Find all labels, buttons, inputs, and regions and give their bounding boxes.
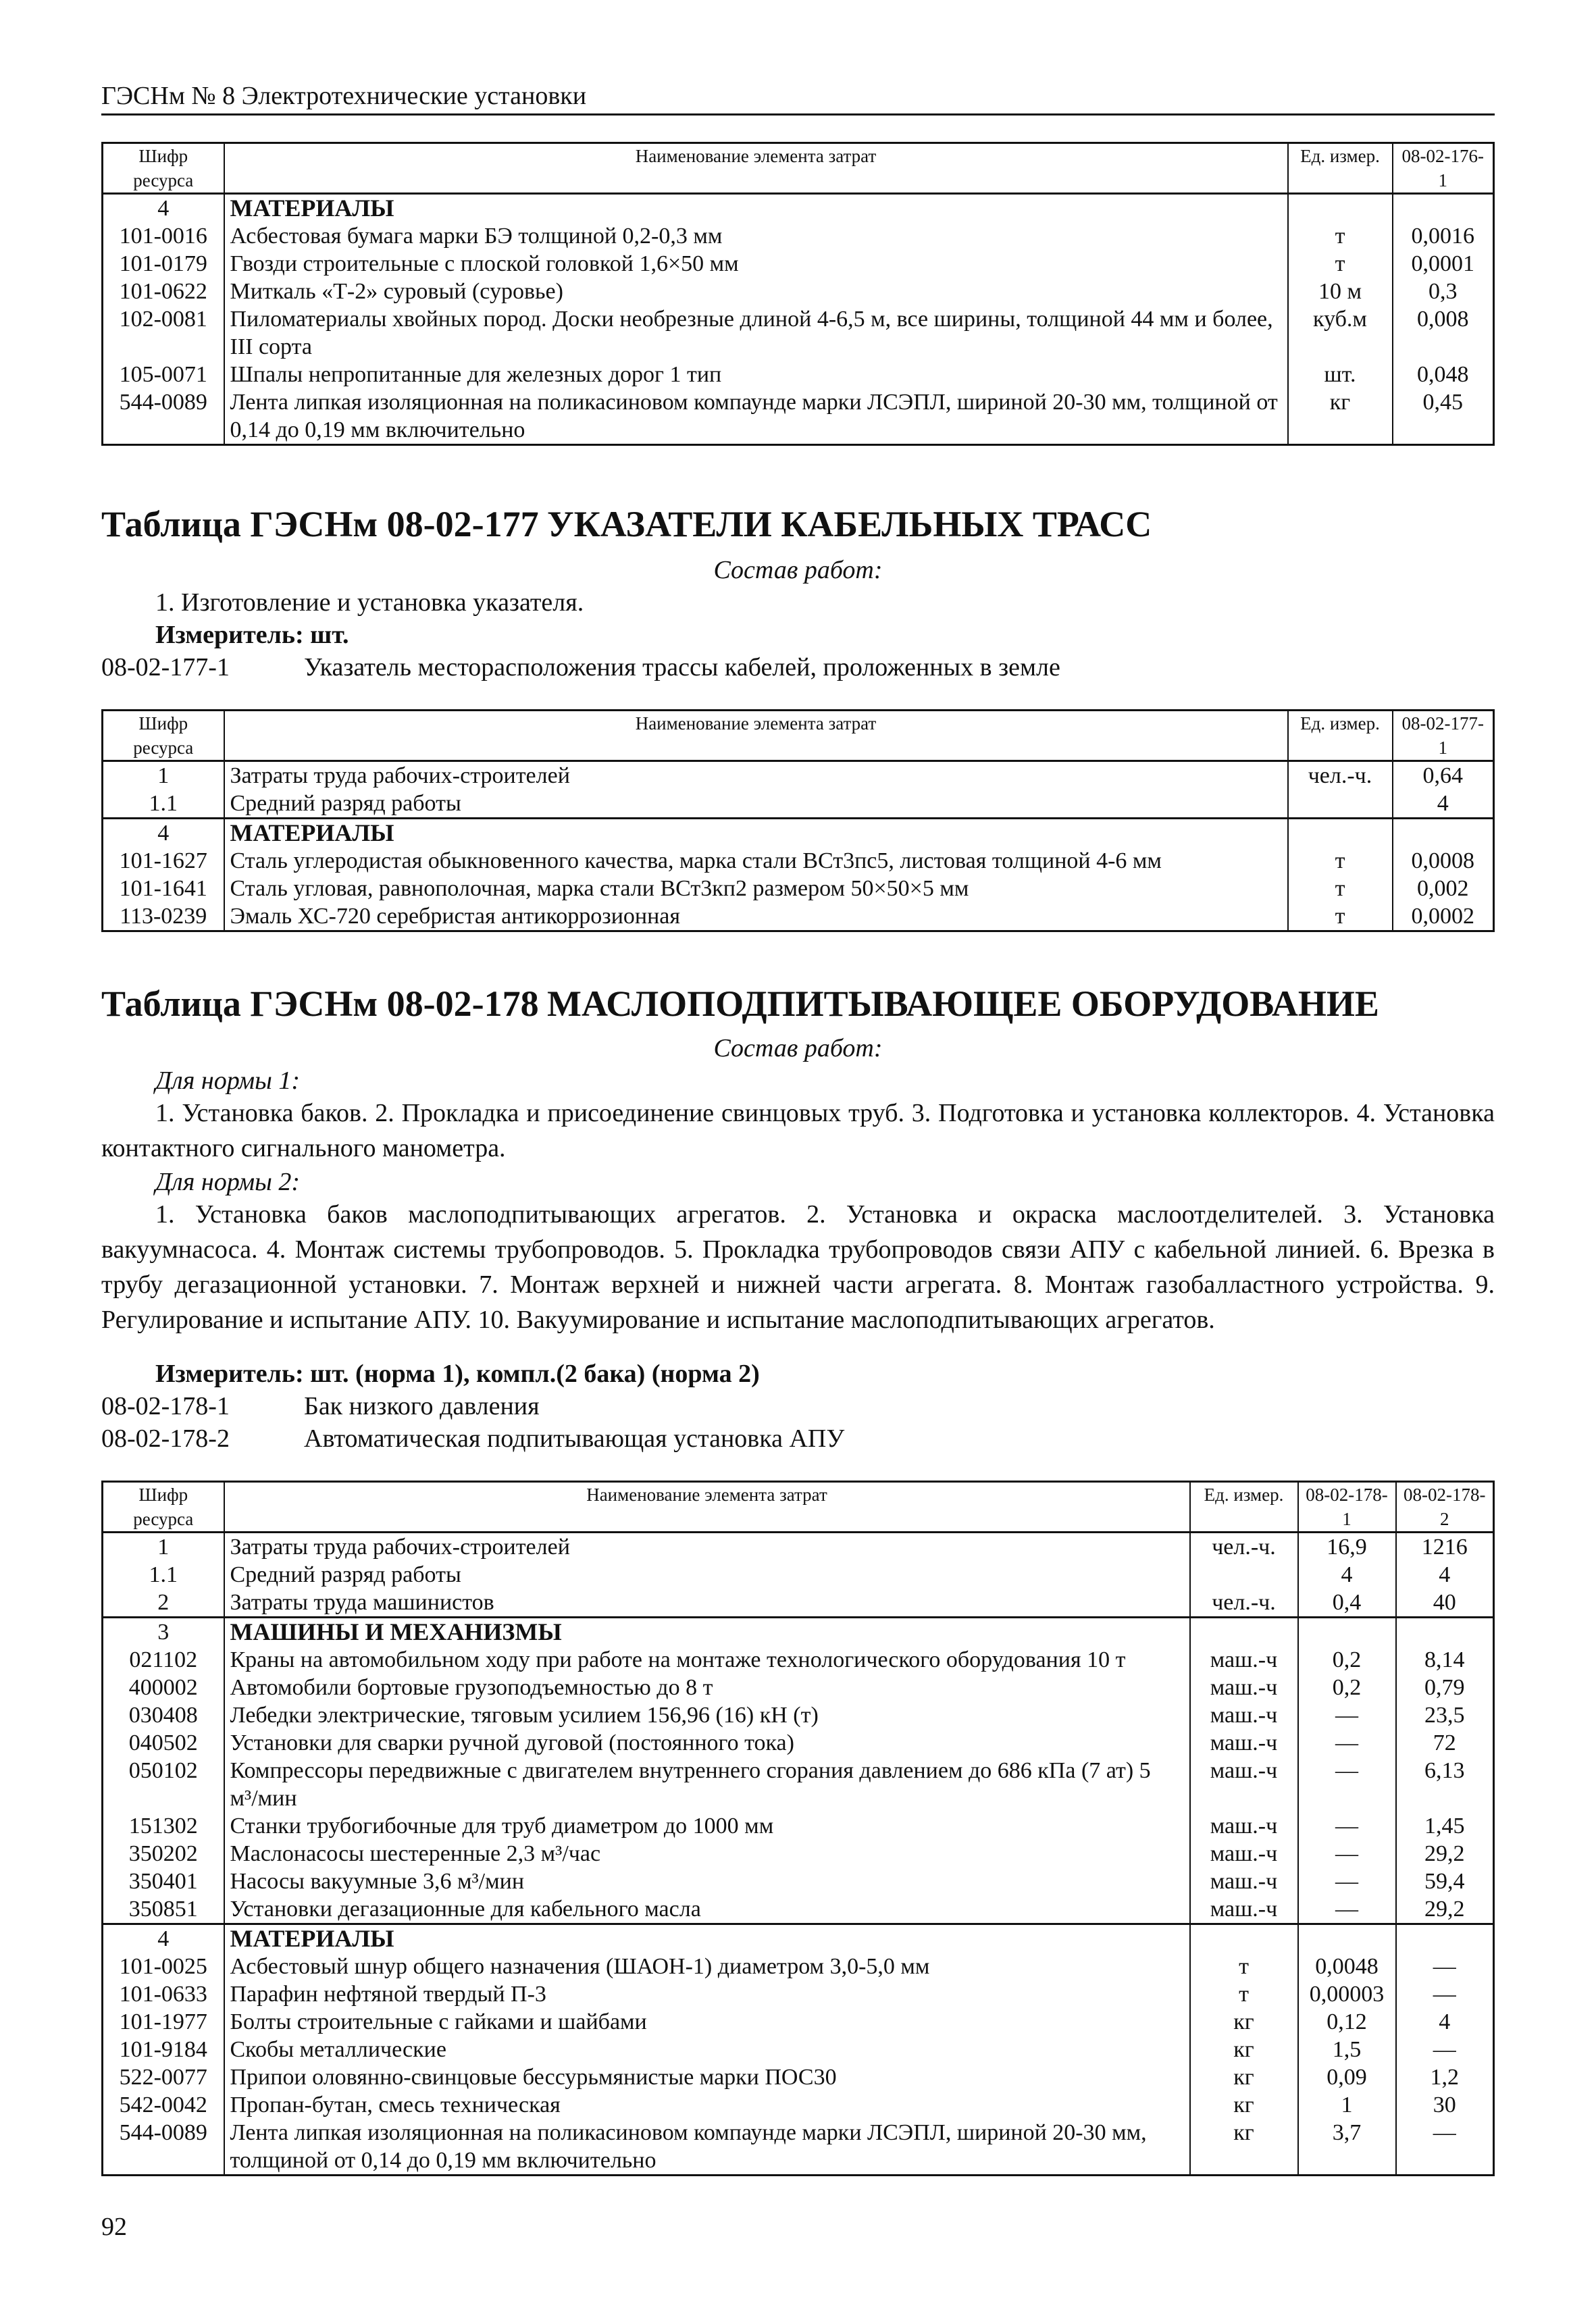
resource-name: Сталь углеродистая обыкновенного качества, марка стали ВСт3пс5, листовая толщиной 4-6 мм <box>224 847 1288 875</box>
value-cell: 59,4 <box>1396 1868 1494 1895</box>
norm1-text: 1. Установка баков. 2. Прокладка и присоединение свинцовых труб. 3. Подготовка и установка коллекторов. 4. Установка контактного сигнального манометра. <box>101 1099 1495 1162</box>
resource-code: 542-0042 <box>103 2091 224 2119</box>
section-row <box>103 194 1494 223</box>
col-unit-header: Ед. измер. <box>1190 1482 1298 1533</box>
norm2-text: 1. Установка баков маслоподпитывающих агрегатов. 2. Установка и окраска маслоотделителей. 3. Установка вакуумнасоса. 4. Монтаж системы трубопроводов. 5. Прокладка трубопроводов связи АПУ с кабельной линией. 6. Врезка в трубу дегазационной установки. 7. Монтаж верхней и нижней части агрегата. 8. Монтаж газобалластного устройства. 9. Регулирование и испытание АПУ. 10. Вакуумирование и испытание маслоподпитывающих агрегатов. <box>101 1200 1495 1334</box>
norm2-name: Автоматическая подпитывающая установка АПУ <box>304 1424 845 1453</box>
unit-cell <box>1190 1561 1298 1589</box>
value-cell: 0,0008 <box>1393 847 1494 875</box>
unit-cell: куб.м <box>1288 305 1393 361</box>
unit-cell <box>1190 1618 1298 1647</box>
value-cell <box>1298 1924 1396 1953</box>
resource-name: Пропан-бутан, смесь техническая <box>224 2091 1190 2119</box>
table-row <box>103 1674 1494 1701</box>
unit-cell: т <box>1288 902 1393 931</box>
value-cell: 0,008 <box>1393 305 1494 361</box>
resource-code: 101-0025 <box>103 1953 224 1980</box>
col-name-header: Наименование элемента затрат <box>224 1482 1190 1533</box>
table-177-heading <box>101 503 1152 545</box>
col-code-header: Шифр ресурса <box>103 1482 224 1533</box>
resource-name: Сталь угловая, равнополочная, марка стали ВСт3кп2 размером 50×50×5 мм <box>224 875 1288 902</box>
resource-name: Шпалы непропитанные для железных дорог 1 тип <box>224 361 1288 388</box>
table-row <box>103 1895 1494 1924</box>
table-176 <box>101 142 1495 446</box>
unit-cell: маш.-ч <box>1190 1895 1298 1924</box>
resource-name: Лебедки электрические, тяговым усилием 156,96 (16) кН (т) <box>224 1701 1190 1729</box>
value-cell: 4 <box>1393 790 1494 819</box>
table-177-title: УКАЗАТЕЛИ КАБЕЛЬНЫХ ТРАСС <box>547 504 1152 544</box>
resource-name: Краны на автомобильном ходу при работе на монтаже технологического оборудования 10 т <box>224 1646 1190 1674</box>
resource-code: 050102 <box>103 1757 224 1812</box>
resource-name: Пиломатериалы хвойных пород. Доски необрезные длиной 4-6,5 м, все ширины, толщиной 44 мм и более, III сорта <box>224 305 1288 361</box>
table-row <box>103 2008 1494 2036</box>
resource-code: 350401 <box>103 1868 224 1895</box>
value-cell: 0,09 <box>1298 2063 1396 2091</box>
unit-cell: т <box>1288 250 1393 278</box>
resource-code: 030408 <box>103 1701 224 1729</box>
value-cell <box>1396 1618 1494 1647</box>
value-cell: 4 <box>1396 1561 1494 1589</box>
resource-name: Припои оловянно-свинцовые бессурьмянистые марки ПОС30 <box>224 2063 1190 2091</box>
page-header: ГЭСНм № 8 Электротехнические установки <box>101 81 1495 115</box>
resource-name: Затраты труда машинистов <box>224 1589 1190 1618</box>
unit-cell: маш.-ч <box>1190 1757 1298 1812</box>
norm1-label: Для нормы 1: <box>155 1066 301 1095</box>
unit-cell: т <box>1288 847 1393 875</box>
value-cell: — <box>1298 1701 1396 1729</box>
value-cell: 29,2 <box>1396 1895 1494 1924</box>
resource-name: Установки дегазационные для кабельного масла <box>224 1895 1190 1924</box>
unit-cell: чел.-ч. <box>1190 1589 1298 1618</box>
resource-code: 3 <box>103 1618 224 1647</box>
unit-cell: 10 м <box>1288 278 1393 305</box>
value-cell: 8,14 <box>1396 1646 1494 1674</box>
resource-name: Маслонасосы шестеренные 2,3 м³/час <box>224 1840 1190 1868</box>
unit-cell: маш.-ч <box>1190 1840 1298 1868</box>
col-name-header: Наименование элемента затрат <box>224 143 1288 194</box>
col-norm1-header: 08-02-178-1 <box>1298 1482 1396 1533</box>
value-cell: — <box>1298 1840 1396 1868</box>
unit-cell: маш.-ч <box>1190 1729 1298 1757</box>
resource-code: 101-0179 <box>103 250 224 278</box>
resource-name: Автомобили бортовые грузоподъемностью до 8 т <box>224 1674 1190 1701</box>
resource-code: 522-0077 <box>103 2063 224 2091</box>
table-row <box>103 1757 1494 1812</box>
value-cell: 0,64 <box>1393 761 1494 790</box>
table-177-label: Таблица ГЭСНм 08-02-177 <box>101 504 539 544</box>
norm2-line <box>101 1424 844 1454</box>
value-cell: — <box>1396 2036 1494 2063</box>
value-cell: — <box>1298 1757 1396 1812</box>
col-code-header: Шифр ресурса <box>103 143 224 194</box>
value-cell: 0,048 <box>1393 361 1494 388</box>
table-177-work: 1. Изготовление и установка указателя. <box>155 588 584 617</box>
table-row <box>103 1980 1494 2008</box>
value-cell <box>1298 1618 1396 1647</box>
table-row <box>103 1561 1494 1589</box>
unit-cell <box>1288 194 1393 223</box>
resource-code: 4 <box>103 1924 224 1953</box>
value-cell: 16,9 <box>1298 1533 1396 1562</box>
resource-code: 350851 <box>103 1895 224 1924</box>
table-row <box>103 1701 1494 1729</box>
value-cell <box>1393 194 1494 223</box>
unit-cell: т <box>1288 222 1393 250</box>
value-cell: — <box>1298 1812 1396 1840</box>
table-row <box>103 2119 1494 2176</box>
section-title: МАТЕРИАЛЫ <box>224 1924 1190 1953</box>
resource-name: Затраты труда рабочих-строителей <box>224 761 1288 790</box>
resource-code: 113-0239 <box>103 902 224 931</box>
resource-code: 1.1 <box>103 1561 224 1589</box>
resource-code: 1.1 <box>103 790 224 819</box>
table-row <box>103 222 1494 250</box>
section-row <box>103 819 1494 848</box>
resource-name: Лента липкая изоляционная на поликасиновом компаунде марки ЛСЭПЛ, шириной 20-30 мм, толщиной от 0,14 до 0,19 мм включительно <box>224 388 1288 445</box>
unit-cell: кг <box>1288 388 1393 445</box>
resource-code: 105-0071 <box>103 361 224 388</box>
section-title: МАШИНЫ И МЕХАНИЗМЫ <box>224 1618 1190 1647</box>
value-cell: 0,12 <box>1298 2008 1396 2036</box>
norm2-label: Для нормы 2: <box>155 1168 301 1196</box>
resource-code: 101-0622 <box>103 278 224 305</box>
value-cell: 0,0048 <box>1298 1953 1396 1980</box>
unit-cell: кг <box>1190 2119 1298 2176</box>
resource-name: Станки трубогибочные для труб диаметром до 1000 мм <box>224 1812 1190 1840</box>
value-cell: — <box>1298 1868 1396 1895</box>
resource-code: 400002 <box>103 1674 224 1701</box>
table-178-label: Таблица ГЭСНм 08-02-178 <box>101 983 539 1024</box>
section-title: МАТЕРИАЛЫ <box>224 819 1288 848</box>
resource-code: 544-0089 <box>103 2119 224 2176</box>
value-cell: 0,002 <box>1393 875 1494 902</box>
section-row <box>103 1924 1494 1953</box>
resource-name: Эмаль ХС-720 серебристая антикоррозионная <box>224 902 1288 931</box>
resource-code: 101-0633 <box>103 1980 224 2008</box>
table-row <box>103 1589 1494 1618</box>
table-row <box>103 278 1494 305</box>
table-177 <box>101 709 1495 932</box>
resource-code: 101-1641 <box>103 875 224 902</box>
resource-name: Асбестовый шнур общего назначения (ШАОН-1) диаметром 3,0-5,0 мм <box>224 1953 1190 1980</box>
table-row <box>103 2091 1494 2119</box>
value-cell: 1,5 <box>1298 2036 1396 2063</box>
unit-cell: маш.-ч <box>1190 1812 1298 1840</box>
resource-name: Миткаль «Т-2» суровый (суровье) <box>224 278 1288 305</box>
table-row <box>103 388 1494 445</box>
value-cell: 30 <box>1396 2091 1494 2119</box>
value-cell: 0,2 <box>1298 1646 1396 1674</box>
resource-name: Болты строительные с гайками и шайбами <box>224 2008 1190 2036</box>
unit-cell: кг <box>1190 2008 1298 2036</box>
unit-cell <box>1190 1924 1298 1953</box>
col-code-header: Шифр ресурса <box>103 711 224 761</box>
value-cell: 0,3 <box>1393 278 1494 305</box>
resource-code: 151302 <box>103 1812 224 1840</box>
resource-name: Гвозди строительные с плоской головкой 1,6×50 мм <box>224 250 1288 278</box>
value-cell: — <box>1396 1953 1494 1980</box>
resource-name: Скобы металлические <box>224 2036 1190 2063</box>
unit-cell: т <box>1190 1980 1298 2008</box>
value-cell: 0,2 <box>1298 1674 1396 1701</box>
table-row <box>103 1812 1494 1840</box>
table-row <box>103 1533 1494 1562</box>
norm1-name: Бак низкого давления <box>304 1392 540 1420</box>
value-cell: 0,79 <box>1396 1674 1494 1701</box>
table-row <box>103 1729 1494 1757</box>
table-row <box>103 2036 1494 2063</box>
resource-code: 4 <box>103 194 224 223</box>
resource-name: Средний разряд работы <box>224 790 1288 819</box>
unit-cell: шт. <box>1288 361 1393 388</box>
value-cell <box>1396 1924 1494 1953</box>
table-177-meter: Измеритель: шт. <box>155 621 349 649</box>
value-cell: — <box>1396 1980 1494 2008</box>
resource-code: 040502 <box>103 1729 224 1757</box>
table-row <box>103 902 1494 931</box>
value-cell: 4 <box>1396 2008 1494 2036</box>
unit-cell: кг <box>1190 2063 1298 2091</box>
unit-cell: т <box>1288 875 1393 902</box>
value-cell: 0,0001 <box>1393 250 1494 278</box>
value-cell: 1216 <box>1396 1533 1494 1562</box>
unit-cell: кг <box>1190 2091 1298 2119</box>
unit-cell: маш.-ч <box>1190 1674 1298 1701</box>
value-cell: 0,00003 <box>1298 1980 1396 2008</box>
norm1-code: 08-02-178-1 <box>101 1392 230 1420</box>
unit-cell: маш.-ч <box>1190 1701 1298 1729</box>
resource-code: 101-1977 <box>103 2008 224 2036</box>
unit-cell: т <box>1190 1953 1298 1980</box>
col-name-header: Наименование элемента затрат <box>224 711 1288 761</box>
value-cell <box>1393 819 1494 848</box>
value-cell: 3,7 <box>1298 2119 1396 2176</box>
resource-name: Установки для сварки ручной дуговой (постоянного тока) <box>224 1729 1190 1757</box>
norm1-line <box>101 1391 540 1421</box>
resource-code: 1 <box>103 761 224 790</box>
resource-name: Затраты труда рабочих-строителей <box>224 1533 1190 1562</box>
value-cell: 23,5 <box>1396 1701 1494 1729</box>
norm2-code: 08-02-178-2 <box>101 1424 230 1453</box>
table-row <box>103 790 1494 819</box>
norm-code: 08-02-177-1 <box>101 653 230 682</box>
resource-code: 350202 <box>103 1840 224 1868</box>
value-cell: — <box>1298 1895 1396 1924</box>
resource-code: 101-0016 <box>103 222 224 250</box>
value-cell: 0,0016 <box>1393 222 1494 250</box>
unit-cell <box>1288 790 1393 819</box>
value-cell: 4 <box>1298 1561 1396 1589</box>
col-unit-header: Ед. измер. <box>1288 711 1393 761</box>
table-row <box>103 1953 1494 1980</box>
value-cell: 1,45 <box>1396 1812 1494 1840</box>
table-row <box>103 761 1494 790</box>
table-178-sostav: Состав работ: <box>713 1034 883 1062</box>
value-cell: 72 <box>1396 1729 1494 1757</box>
value-cell: 29,2 <box>1396 1840 1494 1868</box>
resource-code: 101-9184 <box>103 2036 224 2063</box>
col-norm2-header: 08-02-178-2 <box>1396 1482 1494 1533</box>
resource-name: Средний разряд работы <box>224 1561 1190 1589</box>
table-row <box>103 1840 1494 1868</box>
table-row <box>103 1646 1494 1674</box>
resource-name: Парафин нефтяной твердый П-3 <box>224 1980 1190 2008</box>
value-cell: 1 <box>1298 2091 1396 2119</box>
value-cell: — <box>1396 2119 1494 2176</box>
table-row <box>103 875 1494 902</box>
table-row <box>103 2063 1494 2091</box>
table-177-norm-line <box>101 652 1060 682</box>
unit-cell: чел.-ч. <box>1190 1533 1298 1562</box>
unit-cell: чел.-ч. <box>1288 761 1393 790</box>
unit-cell <box>1288 819 1393 848</box>
section-title: МАТЕРИАЛЫ <box>224 194 1288 223</box>
value-cell: 0,45 <box>1393 388 1494 445</box>
table-177-sostav: Состав работ: <box>713 556 883 584</box>
value-cell: 6,13 <box>1396 1757 1494 1812</box>
table-178-meter: Измеритель: шт. (норма 1), компл.(2 бака) (норма 2) <box>155 1360 760 1388</box>
value-cell: 1,2 <box>1396 2063 1494 2091</box>
unit-cell: маш.-ч <box>1190 1646 1298 1674</box>
value-cell: 0,0002 <box>1393 902 1494 931</box>
table-row <box>103 1868 1494 1895</box>
resource-code: 101-1627 <box>103 847 224 875</box>
resource-name: Асбестовая бумага марки БЭ толщиной 0,2-0,3 мм <box>224 222 1288 250</box>
table-row <box>103 305 1494 361</box>
value-cell: — <box>1298 1729 1396 1757</box>
table-row <box>103 847 1494 875</box>
col-norm-header: 08-02-177-1 <box>1393 711 1494 761</box>
col-unit-header: Ед. измер. <box>1288 143 1393 194</box>
resource-code: 021102 <box>103 1646 224 1674</box>
resource-code: 1 <box>103 1533 224 1562</box>
page-number: 92 <box>101 2213 127 2241</box>
resource-code: 4 <box>103 819 224 848</box>
resource-name: Насосы вакуумные 3,6 м³/мин <box>224 1868 1190 1895</box>
resource-name: Компрессоры передвижные с двигателем внутреннего сгорания давлением до 686 кПа (7 ат) 5 м³/мин <box>224 1757 1190 1812</box>
resource-code: 102-0081 <box>103 305 224 361</box>
section-row <box>103 1618 1494 1647</box>
table-178-heading <box>101 983 1379 1025</box>
table-row <box>103 361 1494 388</box>
resource-code: 2 <box>103 1589 224 1618</box>
value-cell: 40 <box>1396 1589 1494 1618</box>
resource-code: 544-0089 <box>103 388 224 445</box>
norm-name: Указатель месторасположения трассы кабелей, проложенных в земле <box>304 653 1060 682</box>
table-row <box>103 250 1494 278</box>
unit-cell: маш.-ч <box>1190 1868 1298 1895</box>
value-cell: 0,4 <box>1298 1589 1396 1618</box>
table-178-title: МАСЛОПОДПИТЫВАЮЩЕЕ ОБОРУДОВАНИЕ <box>547 983 1379 1024</box>
unit-cell: кг <box>1190 2036 1298 2063</box>
resource-name: Лента липкая изоляционная на поликасиновом компаунде марки ЛСЭПЛ, шириной 20-30 мм, толщиной от 0,14 до 0,19 мм включительно <box>224 2119 1190 2176</box>
table-178 <box>101 1481 1495 2176</box>
col-norm-header: 08-02-176-1 <box>1393 143 1494 194</box>
